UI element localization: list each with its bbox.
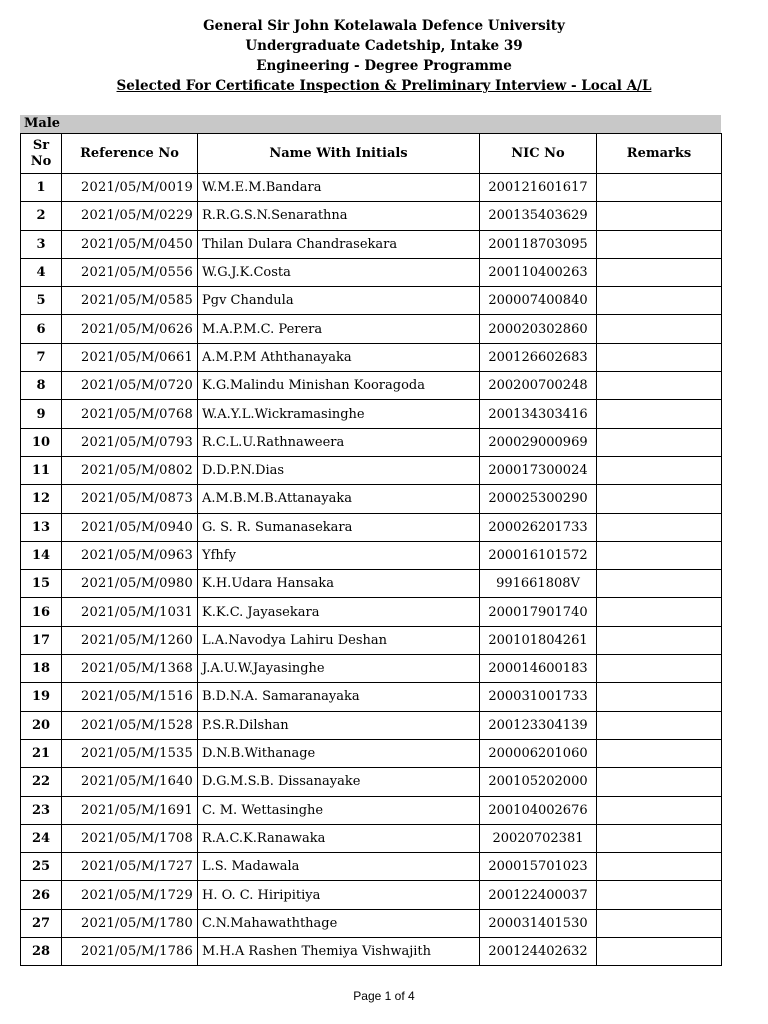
sr-cell: 28 [21, 938, 62, 966]
table-row [21, 485, 722, 513]
sr-cell: 8 [21, 372, 62, 400]
column-header-remarks: Remarks [597, 134, 722, 174]
reference-cell: 2021/05/M/0626 [62, 315, 198, 343]
sr-cell: 23 [21, 796, 62, 824]
name-cell: W.A.Y.L.Wickramasinghe [198, 400, 480, 428]
reference-cell: 2021/05/M/0963 [62, 541, 198, 569]
column-header-reference-no: Reference No [62, 134, 198, 174]
programme-name: Engineering - Degree Programme [256, 58, 512, 74]
reference-cell: 2021/05/M/0720 [62, 372, 198, 400]
reference-cell: 2021/05/M/1708 [62, 824, 198, 852]
reference-cell: 2021/05/M/1691 [62, 796, 198, 824]
sr-cell: 20 [21, 711, 62, 739]
no-label: No [30, 153, 52, 169]
remarks-cell [597, 258, 722, 286]
table-row [21, 258, 722, 286]
sr-cell: 10 [21, 428, 62, 456]
remarks-cell [597, 372, 722, 400]
remarks-cell [597, 824, 722, 852]
name-cell: C.N.Mahawaththage [198, 909, 480, 937]
cadetship-intake: Undergraduate Cadetship, Intake 39 [245, 38, 523, 54]
reference-cell: 2021/05/M/0940 [62, 513, 198, 541]
nic-cell: 200134303416 [480, 400, 597, 428]
table-body [21, 174, 722, 966]
reference-cell: 2021/05/M/1535 [62, 739, 198, 767]
table-row [21, 570, 722, 598]
nic-cell: 200104002676 [480, 796, 597, 824]
nic-cell: 200121601617 [480, 174, 597, 202]
nic-cell: 200015701023 [480, 853, 597, 881]
sr-cell: 3 [21, 230, 62, 258]
column-header-name: Name With Initials [198, 134, 480, 174]
remarks-cell [597, 711, 722, 739]
table-row [21, 174, 722, 202]
reference-cell: 2021/05/M/0873 [62, 485, 198, 513]
table-row [21, 202, 722, 230]
remarks-cell [597, 343, 722, 371]
name-cell: P.S.R.Dilshan [198, 711, 480, 739]
name-cell: K.H.Udara Hansaka [198, 570, 480, 598]
remarks-cell [597, 513, 722, 541]
nic-cell: 200110400263 [480, 258, 597, 286]
sr-cell: 14 [21, 541, 62, 569]
name-cell: Pgv Chandula [198, 287, 480, 315]
table-row [21, 428, 722, 456]
name-cell: M.A.P.M.C. Perera [198, 315, 480, 343]
sr-cell: 9 [21, 400, 62, 428]
page-number: Page 1 of 4 [353, 989, 415, 1003]
remarks-cell [597, 230, 722, 258]
table-row [21, 315, 722, 343]
sr-cell: 11 [21, 456, 62, 484]
name-cell: A.M.B.M.B.Attanayaka [198, 485, 480, 513]
nic-cell: 200020302860 [480, 315, 597, 343]
remarks-cell [597, 570, 722, 598]
remarks-cell [597, 739, 722, 767]
remarks-cell [597, 485, 722, 513]
name-cell: Yfhfy [198, 541, 480, 569]
remarks-cell [597, 287, 722, 315]
remarks-cell [597, 683, 722, 711]
reference-cell: 2021/05/M/0768 [62, 400, 198, 428]
sr-cell: 16 [21, 598, 62, 626]
sr-cell: 7 [21, 343, 62, 371]
table-row [21, 541, 722, 569]
nic-cell: 200105202000 [480, 768, 597, 796]
remarks-cell [597, 796, 722, 824]
table-row [21, 372, 722, 400]
remarks-cell [597, 598, 722, 626]
sr-cell: 21 [21, 739, 62, 767]
column-header-nic-no: NIC No [480, 134, 597, 174]
remarks-cell [597, 853, 722, 881]
sr-cell: 22 [21, 768, 62, 796]
remarks-cell [597, 174, 722, 202]
nic-cell: 200007400840 [480, 287, 597, 315]
name-cell: B.D.N.A. Samaranayaka [198, 683, 480, 711]
nic-cell: 200006201060 [480, 739, 597, 767]
reference-cell: 2021/05/M/0980 [62, 570, 198, 598]
name-cell: K.G.Malindu Minishan Kooragoda [198, 372, 480, 400]
table-row [21, 739, 722, 767]
table-row [21, 796, 722, 824]
nic-cell: 200124402632 [480, 938, 597, 966]
nic-cell: 200017901740 [480, 598, 597, 626]
sr-cell: 6 [21, 315, 62, 343]
reference-cell: 2021/05/M/1729 [62, 881, 198, 909]
table-row [21, 881, 722, 909]
reference-cell: 2021/05/M/0229 [62, 202, 198, 230]
nic-cell: 200126602683 [480, 343, 597, 371]
sr-cell: 18 [21, 655, 62, 683]
nic-cell: 200014600183 [480, 655, 597, 683]
reference-cell: 2021/05/M/1260 [62, 626, 198, 654]
table-header-row [21, 134, 722, 174]
sr-cell: 2 [21, 202, 62, 230]
table-row [21, 287, 722, 315]
remarks-cell [597, 541, 722, 569]
reference-cell: 2021/05/M/1368 [62, 655, 198, 683]
document-header [0, 16, 768, 96]
table-row [21, 909, 722, 937]
candidate-table [20, 133, 722, 966]
name-cell: J.A.U.W.Jayasinghe [198, 655, 480, 683]
nic-cell: 200025300290 [480, 485, 597, 513]
name-cell: K.K.C. Jayasekara [198, 598, 480, 626]
remarks-cell [597, 400, 722, 428]
table-row [21, 626, 722, 654]
remarks-cell [597, 938, 722, 966]
reference-cell: 2021/05/M/1640 [62, 768, 198, 796]
remarks-cell [597, 881, 722, 909]
remarks-cell [597, 202, 722, 230]
reference-cell: 2021/05/M/1516 [62, 683, 198, 711]
column-header-sr-no [21, 134, 62, 174]
name-cell: Thilan Dulara Chandrasekara [198, 230, 480, 258]
remarks-cell [597, 626, 722, 654]
nic-cell: 200029000969 [480, 428, 597, 456]
name-cell: R.C.L.U.Rathnaweera [198, 428, 480, 456]
name-cell: D.G.M.S.B. Dissanayake [198, 768, 480, 796]
nic-cell: 200200700248 [480, 372, 597, 400]
name-cell: W.G.J.K.Costa [198, 258, 480, 286]
reference-cell: 2021/05/M/1727 [62, 853, 198, 881]
table-row [21, 655, 722, 683]
sr-label: Sr [32, 137, 50, 153]
name-cell: R.R.G.S.N.Senarathna [198, 202, 480, 230]
reference-cell: 2021/05/M/1786 [62, 938, 198, 966]
table-row [21, 768, 722, 796]
reference-cell: 2021/05/M/0019 [62, 174, 198, 202]
reference-cell: 2021/05/M/1780 [62, 909, 198, 937]
nic-cell: 200026201733 [480, 513, 597, 541]
reference-cell: 2021/05/M/1528 [62, 711, 198, 739]
reference-cell: 2021/05/M/0802 [62, 456, 198, 484]
nic-cell: 200031401530 [480, 909, 597, 937]
table-row [21, 400, 722, 428]
remarks-cell [597, 315, 722, 343]
sr-cell: 12 [21, 485, 62, 513]
table-row [21, 711, 722, 739]
nic-cell: 200101804261 [480, 626, 597, 654]
sr-cell: 15 [21, 570, 62, 598]
section-label: Male [20, 115, 721, 133]
table-row [21, 853, 722, 881]
remarks-cell [597, 428, 722, 456]
nic-cell: 991661808V [480, 570, 597, 598]
reference-cell: 2021/05/M/0450 [62, 230, 198, 258]
name-cell: D.N.B.Withanage [198, 739, 480, 767]
nic-cell: 200031001733 [480, 683, 597, 711]
sr-cell: 1 [21, 174, 62, 202]
sr-cell: 13 [21, 513, 62, 541]
university-name: General Sir John Kotelawala Defence University [203, 18, 565, 34]
name-cell: D.D.P.N.Dias [198, 456, 480, 484]
sr-cell: 5 [21, 287, 62, 315]
sr-cell: 24 [21, 824, 62, 852]
selection-title: Selected For Certificate Inspection & Preliminary Interview - Local A/L [116, 78, 652, 94]
table-row [21, 513, 722, 541]
nic-cell: 200123304139 [480, 711, 597, 739]
reference-cell: 2021/05/M/0793 [62, 428, 198, 456]
sr-cell: 27 [21, 909, 62, 937]
name-cell: A.M.P.M Aththanayaka [198, 343, 480, 371]
remarks-cell [597, 909, 722, 937]
sr-cell: 4 [21, 258, 62, 286]
reference-cell: 2021/05/M/1031 [62, 598, 198, 626]
table-row [21, 938, 722, 966]
nic-cell: 200135403629 [480, 202, 597, 230]
nic-cell: 20020702381 [480, 824, 597, 852]
nic-cell: 200016101572 [480, 541, 597, 569]
sr-cell: 17 [21, 626, 62, 654]
name-cell: L.A.Navodya Lahiru Deshan [198, 626, 480, 654]
remarks-cell [597, 655, 722, 683]
table-row [21, 456, 722, 484]
nic-cell: 200118703095 [480, 230, 597, 258]
name-cell: C. M. Wettasinghe [198, 796, 480, 824]
remarks-cell [597, 456, 722, 484]
table-row [21, 230, 722, 258]
remarks-cell [597, 768, 722, 796]
name-cell: G. S. R. Sumanasekara [198, 513, 480, 541]
nic-cell: 200017300024 [480, 456, 597, 484]
table-row [21, 683, 722, 711]
table-row [21, 343, 722, 371]
name-cell: W.M.E.M.Bandara [198, 174, 480, 202]
sr-cell: 19 [21, 683, 62, 711]
reference-cell: 2021/05/M/0585 [62, 287, 198, 315]
nic-cell: 200122400037 [480, 881, 597, 909]
table-row [21, 824, 722, 852]
table-row [21, 598, 722, 626]
name-cell: M.H.A Rashen Themiya Vishwajith [198, 938, 480, 966]
sr-cell: 25 [21, 853, 62, 881]
name-cell: R.A.C.K.Ranawaka [198, 824, 480, 852]
name-cell: H. O. C. Hiripitiya [198, 881, 480, 909]
reference-cell: 2021/05/M/0661 [62, 343, 198, 371]
name-cell: L.S. Madawala [198, 853, 480, 881]
reference-cell: 2021/05/M/0556 [62, 258, 198, 286]
sr-cell: 26 [21, 881, 62, 909]
